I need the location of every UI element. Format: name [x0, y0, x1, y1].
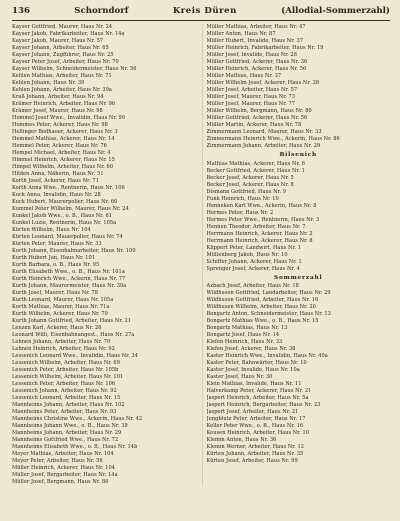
- list-item: Herrmann Heinrich, Ackerer, Haus Nr. 2: [206, 230, 313, 237]
- list-item: Mannheims Johann, Arbeiter, Haus Nr. 29: [12, 430, 122, 436]
- list-item: Kunkel Luzie, Rentnerin, Haus Nr. 105a: [12, 220, 117, 226]
- page-number: 136: [12, 6, 30, 16]
- list-item: Müllenberg Jakob, Haus Nr. 10: [206, 251, 288, 258]
- list-item: Henneken Karl Wwe., Ackerin, Haus Nr. 8: [206, 202, 317, 209]
- list-item: Kurth Heinrich Wwe., Ackerin, Haus Nr. 77: [12, 276, 126, 282]
- list-item: Kurth Hubert Jan, Haus Nr. 101: [12, 255, 96, 261]
- list-item: Kayser Jakob, Maurer, Haus Nr. 57: [12, 38, 104, 44]
- list-item: Müller Josef, Arbeiter, Haus Nr. 57: [206, 87, 298, 93]
- list-item: Müller Wilhelm, Bergmann, Haus Nr. 80: [206, 108, 312, 114]
- list-item: Keller Peter Wwe., o. B., Haus Nr. 16: [206, 423, 304, 430]
- list-item: Mannheims Gottfried Wwe., Haus Nr. 72: [12, 437, 119, 443]
- list-item: Klefen Heinrich, Haus Nr. 33: [206, 339, 283, 346]
- list-item: Müller Martin, Ackerer, Haus Nr. 78: [206, 122, 302, 128]
- list-item: Hemmel Mathias, Ackerer, Haus Nr. 14: [12, 136, 115, 142]
- list-item: Jaspert Heinrich, Bergarbeiter, Haus Nr. 23: [206, 402, 321, 409]
- list-item: Himpel Wilhelm, Arbeiter, Haus Nr. 60: [12, 164, 113, 170]
- list-item: Hilden Anna, Näherin, Haus Nr. 51: [12, 171, 104, 177]
- list-item: Kayser Peter Josef, Arbeiter, Haus Nr. 70: [12, 59, 119, 65]
- list-item: Funk Heinrich, Haus Nr. 10: [206, 195, 279, 202]
- list-item: Leonard Willi, Eisenbahnangest., Haus Nr. 27a: [12, 332, 135, 338]
- list-item: Müller Mathias, Arbeiter, Haus Nr. 47: [206, 24, 306, 30]
- list-item: Kayser Jakob, Fabrikarbeiter, Haus Nr. 14a: [12, 31, 125, 37]
- list-item: Lessenich Wilhelm, Arbeiter, Haus Nr. 69: [12, 360, 120, 366]
- list-item: Wildhusen Gottfried, Arbeiter, Haus Nr. 16: [206, 297, 319, 304]
- list-item: Axbach Josef, Arbeiter, Haus Nr. 18: [206, 283, 299, 290]
- list-item: Kurth Wilhelm, Ackerer, Haus Nr. 79: [12, 311, 108, 317]
- list-item: Krämer Josef, Maurer, Haus Nr. 98: [12, 108, 103, 114]
- list-item: Kayser Johann, Arbeiter, Haus Nr. 65: [12, 45, 109, 51]
- list-item: Mannheims Johann, Arbeiter, Haus Nr. 102: [12, 402, 125, 408]
- list-item: Meyer Mathias, Arbeiter, Haus Nr. 104: [12, 451, 114, 457]
- list-item: Hermes Peter, Haus Nr. 2: [206, 209, 274, 216]
- list-item: Mannheims Peter, Arbeiter, Haus Nr. 93: [12, 409, 117, 415]
- list-item: Mannheims Elisabeth Wwe., o. B., Haus Nr. 14b: [12, 444, 138, 450]
- list-item: Lenzen Karl, Ackerer, Haus Nr. 26: [12, 325, 102, 331]
- list-item: Kaster Josef, Haus Nr. 30: [206, 374, 273, 381]
- list-item: Kuck Hubert, Maurerpolier, Haus Nr. 60: [12, 199, 118, 205]
- list-item: Kaster Josef, Invalide, Haus Nr. 10a: [206, 367, 300, 374]
- list-item: Kurth Johann, Eisenbahnarbeiter, Haus Nr. 100: [12, 248, 136, 254]
- list-item: Jaspert Josef, Arbeiter, Haus Nr. 21: [206, 409, 299, 416]
- list-item: Kurth Mathias, Maurer, Haus Nr. 71a: [12, 304, 110, 310]
- list-item: Kaster Heinrich Wwe., Invalidin, Haus Nr. 40a: [206, 353, 328, 360]
- list-item: Müller Anton, Haus Nr. 87: [206, 31, 276, 37]
- list-item: Müller Wilhelm Josef, Ackerer, Haus Nr. 28: [206, 80, 320, 86]
- list-item: Kehlen Mathias, Arbeiter, Haus Nr. 71: [12, 73, 112, 79]
- list-item: Keusen Heinrich, Arbeiter, Haus Nr. 10: [206, 430, 309, 437]
- list-item: Kummel Peter Wilhelm, Maurer, Haus Nr. 24: [12, 206, 129, 212]
- list-item: Kürten Peter, Maurer, Haus Nr. 33: [12, 241, 102, 247]
- list-item: Kurth Leonard, Maurer, Haus Nr. 105a: [12, 297, 114, 303]
- list-item: Hemmel Peter, Ackerer, Haus Nr. 76: [12, 143, 107, 149]
- list-item: Hennen Theodor, Arbeiter, Haus Nr. 7: [206, 223, 306, 230]
- list-item: Lessenich Leonard, Arbeiter, Haus Nr. 15: [12, 395, 121, 401]
- list-item: Halverkamp Peter, Ackerer, Haus Nr. 21: [206, 388, 312, 395]
- list-item: Hempel Michael, Arbeiter, Haus Nr. 4: [12, 150, 111, 156]
- header-left-title: Schorndorf: [74, 6, 129, 16]
- list-item: Lessenich Peter, Arbeiter, Haus Nr. 105b: [12, 367, 119, 373]
- list-item: Kurth Barbara, o. B., Haus Nr. 95: [12, 262, 100, 268]
- list-item: Wildhusen Gottfried, Landarbeiter, Haus Nr. 29: [206, 290, 331, 297]
- list-item: Schiffer Johann, Ackerer, Haus Nr. 1: [206, 258, 302, 265]
- list-item: Lehnen Johann, Arbeiter, Haus Nr. 70: [12, 339, 111, 345]
- list-item: Kaster Peter, Bahnwärter, Haus Nr. 10: [206, 360, 307, 367]
- list-item: Lessenich Peter, Arbeiter, Haus Nr. 106: [12, 381, 116, 387]
- list-item: Klein Mathias, Invalide, Haus Nr. 11: [206, 381, 302, 388]
- list-item: Kuck Anna, Invalidin, Haus Nr. 28: [12, 192, 101, 198]
- list-item: Bongartz Mathias Wwe., o. B., Haus Nr. 15: [206, 318, 319, 325]
- list-item: Sprenger Josef, Ackerer, Haus Nr. 4: [206, 265, 300, 272]
- list-item: Zimmermann Leonard, Maurer, Haus Nr. 33: [206, 129, 322, 135]
- list-item: Kürten Johann, Arbeiter, Haus Nr. 35: [206, 451, 304, 458]
- list-item: Kürten Josef, Arbeiter, Haus Nr. 99: [206, 458, 298, 465]
- list-item: Korth Josef, Ackerer, Haus Nr. 71: [12, 178, 99, 184]
- page-header: [12, 6, 390, 19]
- list-item: Müller Gottfried, Ackerer, Haus Nr. 36: [206, 59, 308, 65]
- header-center-title: Kreis Düren: [172, 6, 237, 16]
- header-rule: [12, 20, 390, 21]
- list-item: Kayser Gottfried, Maurer, Haus Nr. 24: [12, 24, 113, 30]
- list-item: Kunkel Jakob Wwe., o. B., Haus Nr. 61: [12, 213, 112, 219]
- list-item: Müller Josef, Bergarbeiter, Haus Nr. 14a: [12, 472, 118, 478]
- section-heading: Sommerzahl: [273, 274, 323, 281]
- list-item: Lessenich Wilhelm, Arbeiter, Haus Nr. 101: [12, 374, 124, 380]
- list-item: Kehlen Johann, Arbeiter, Haus Nr. 39a: [12, 87, 112, 93]
- list-item: Zimmermann Johann, Arbeiter, Haus Nr. 29: [206, 143, 321, 149]
- list-item: Bongartz Mathias, Haus Nr. 13: [206, 325, 288, 332]
- list-item: Herrmann Heinrich, Ackerer, Haus Nr. 8: [206, 237, 313, 244]
- list-item: Wildhusen Wilhelm, Arbeiter, Haus Nr. 20: [206, 304, 316, 311]
- list-item: Bongartz Josef, Haus Nr. 14: [206, 332, 280, 339]
- list-item: Kraß Johann, Arbeiter, Haus Nr. 94: [12, 94, 104, 100]
- list-item: Kurth Elisabeth Wwe., o. B., Haus Nr. 101a: [12, 269, 125, 275]
- list-item: Müller Josef, Maurer, Haus Nr. 77: [206, 101, 295, 107]
- list-item: Kurth Johann, Maurermeister, Haus Nr. 39a: [12, 283, 127, 289]
- list-item: Müller Josef, Invalide, Haus Nr. 28: [206, 52, 297, 58]
- list-item: Kayser Wilhelm, Schneidermeister, Haus Nr. 56: [12, 66, 137, 72]
- list-item: Mannheims Christine Wwe., Ackerin, Haus Nr. 42: [12, 416, 143, 422]
- list-item: Kurth Josef, Maurer, Haus Nr. 78: [12, 290, 98, 296]
- list-item: Hommes Peter, Ackerer, Haus Nr. 98: [12, 122, 108, 128]
- list-item: Müller Gottfried, Ackerer, Haus Nr. 56: [206, 115, 308, 121]
- list-item: Klemm Anton, Haus Nr. 36: [206, 437, 277, 444]
- list-item: Kehlen Johann, Haus Nr. 39: [12, 80, 85, 86]
- left-column: [12, 24, 196, 486]
- list-item: Becker Josef, Ackerer, Haus Nr. 5: [206, 174, 294, 181]
- list-item: Bongartz Anton, Schneidermeister, Haus Nr. 13: [206, 311, 331, 318]
- list-item: Krämer Heinrich, Arbeiter, Haus Nr. 96: [12, 101, 116, 107]
- list-item: Müller Heinrich, Fabrikarbeiter, Haus Nr. 19: [206, 45, 324, 51]
- list-item: Kürten Leonard, Mauerpolier, Haus Nr. 74: [12, 234, 123, 240]
- list-item: Müller Heinrich, Ackerer, Haus Nr. 56: [206, 66, 307, 72]
- list-item: Klemm Werner, Arbeiter, Haus Nr. 12: [206, 444, 305, 451]
- list-item: Mannheims Johann Wwe., o. B., Haus Nr. 39: [12, 423, 128, 429]
- right-column: [202, 24, 391, 486]
- section-heading: Bilsenich: [279, 152, 318, 158]
- list-item: Klippert Peter, Landwirt, Haus Nr. 1: [206, 244, 302, 251]
- list-item: Dismann Gottfried, Haus Nr. 9: [206, 188, 287, 195]
- list-item: Müller Heinrich, Ackerer, Haus Nr. 104: [12, 465, 116, 471]
- list-item: Kürten Wilhelm, Haus Nr. 104: [12, 227, 91, 233]
- list-item: Becker Gottfried, Ackerer, Haus Nr. 1: [206, 167, 305, 174]
- list-item: Müller Josef, Maurer, Haus Nr. 73: [206, 94, 295, 100]
- list-item: Müller Mathias, Haus Nr. 37: [206, 73, 282, 79]
- list-item: Lehnen Heinrich, Arbeiter, Haus Nr. 92: [12, 346, 115, 352]
- list-item: Klefen Josef, Ackerer, Haus Nr. 38: [206, 346, 296, 353]
- header-right-title: (Allodial-Sommerzahl): [281, 6, 390, 16]
- list-item: Korth Anna Wwe., Rentnerin, Haus Nr. 106: [12, 185, 125, 191]
- list-item: Kayser Johann, Zugführer, Haus Nr. 25: [12, 52, 114, 58]
- list-item: Lessenich Johann, Arbeiter, Haus Nr. 92: [12, 388, 117, 394]
- list-item: Himmel Heinrich, Ackerer, Haus Nr. 15: [12, 157, 115, 163]
- list-item: Hermes Peter Wwe., Rentnerin, Haus Nr. 3: [206, 216, 320, 223]
- list-item: Becker Josef, Ackerer, Haus Nr. 8: [206, 181, 294, 188]
- list-item: Jaspert Heinrich, Arbeiter, Haus Nr. 5a: [206, 395, 309, 402]
- list-item: Hellinger Bedhauer, Ackerer, Haus Nr. 3: [12, 129, 118, 135]
- two-column-body: [12, 24, 390, 486]
- list-item: Lessenich Leonard Wwe., Invalidin, Haus Nr. 34: [12, 353, 138, 359]
- list-item: Meyer Peter, Arbeiter, Haus Nr. 56: [12, 458, 103, 464]
- list-item: Müller Josef, Bergmann, Haus Nr. 80: [12, 479, 109, 485]
- list-item: Hommel Josef Wwe., Invalidin, Haus Nr. 90: [12, 115, 126, 121]
- list-item: Zimmermann Heinrich Wwe., Ackerin, Haus Nr. 86: [206, 136, 340, 142]
- list-item: Mathias Mathias, Ackerer, Haus Nr. 6: [206, 160, 305, 167]
- list-item: Jungblutz Peter, Arbeiter, Haus Nr. 17: [206, 416, 306, 423]
- list-item: Kurth Johann Gottfried, Arbeiter, Haus Nr. 21: [12, 318, 132, 324]
- list-item: Müller Hubert, Invalide, Haus Nr. 37: [206, 38, 303, 44]
